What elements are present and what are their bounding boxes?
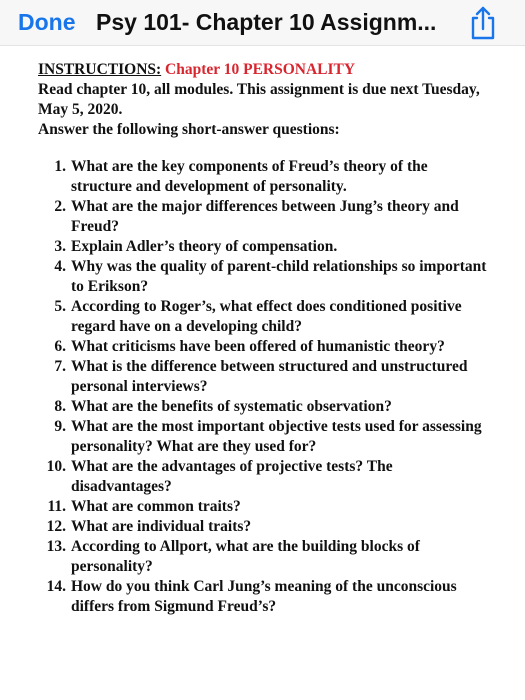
question-text: According to Allport, what are the building blocks of personality? <box>71 538 420 575</box>
document-body <box>38 60 488 617</box>
answer-instruction: Answer the following short-answer questions: <box>38 121 340 138</box>
share-button[interactable] <box>466 4 500 42</box>
question-text: What are the benefits of systematic observation? <box>71 398 392 415</box>
question-number: 8. <box>54 398 66 415</box>
document-title: Psy 101- Chapter 10 Assignm... <box>96 9 437 35</box>
question-number: 1. <box>54 158 66 175</box>
question-list <box>38 157 488 617</box>
question-text: What are the most important objective tests used for assessing personality? What are they used for? <box>71 418 482 455</box>
question-text: What are the major differences between Jung’s theory and Freud? <box>71 198 459 235</box>
done-button[interactable]: Done <box>18 9 76 35</box>
question-text: What are the advantages of projective tests? The disadvantages? <box>71 458 393 495</box>
question-text: What is the difference between structured and unstructured personal interviews? <box>71 358 468 395</box>
question-item <box>38 157 488 197</box>
question-text: What are common traits? <box>71 498 241 515</box>
question-item <box>38 497 488 517</box>
question-number: 12. <box>46 518 66 535</box>
reading-assignment: Read chapter 10, all modules. This assignment is due next Tuesday, May 5, 2020. <box>38 81 480 118</box>
question-number: 14. <box>46 578 66 595</box>
question-number: 3. <box>54 238 66 255</box>
question-number: 10. <box>46 458 66 475</box>
question-item <box>38 417 488 457</box>
question-item <box>38 357 488 397</box>
question-text: What criticisms have been offered of humanistic theory? <box>71 338 445 355</box>
share-icon <box>466 4 500 42</box>
question-number: 7. <box>54 358 66 375</box>
instructions-label: INSTRUCTIONS: <box>38 61 162 78</box>
question-item <box>38 397 488 417</box>
question-text: How do you think Carl Jung’s meaning of the unconscious differs from Sigmund Freud’s? <box>71 578 457 615</box>
question-number: 13. <box>46 538 66 555</box>
instructions-heading <box>38 60 488 80</box>
question-item <box>38 297 488 337</box>
top-navigation-bar <box>0 0 525 46</box>
question-text: According to Roger’s, what effect does conditioned positive regard have on a developing child? <box>71 298 462 335</box>
question-text: Explain Adler’s theory of compensation. <box>71 238 338 255</box>
question-number: 5. <box>54 298 66 315</box>
question-item <box>38 197 488 237</box>
question-item <box>38 237 488 257</box>
chapter-title: Chapter 10 PERSONALITY <box>165 61 356 78</box>
question-item <box>38 517 488 537</box>
question-text: What are the key components of Freud’s theory of the structure and development of personality. <box>71 158 428 195</box>
question-number: 9. <box>54 418 66 435</box>
question-item <box>38 537 488 577</box>
question-item <box>38 257 488 297</box>
question-text: Why was the quality of parent-child relationships so important to Erikson? <box>71 258 487 295</box>
question-number: 11. <box>47 498 66 515</box>
question-number: 2. <box>54 198 66 215</box>
question-item <box>38 577 488 617</box>
question-item <box>38 457 488 497</box>
question-number: 4. <box>54 258 66 275</box>
question-text: What are individual traits? <box>71 518 252 535</box>
question-number: 6. <box>54 338 66 355</box>
question-item <box>38 337 488 357</box>
